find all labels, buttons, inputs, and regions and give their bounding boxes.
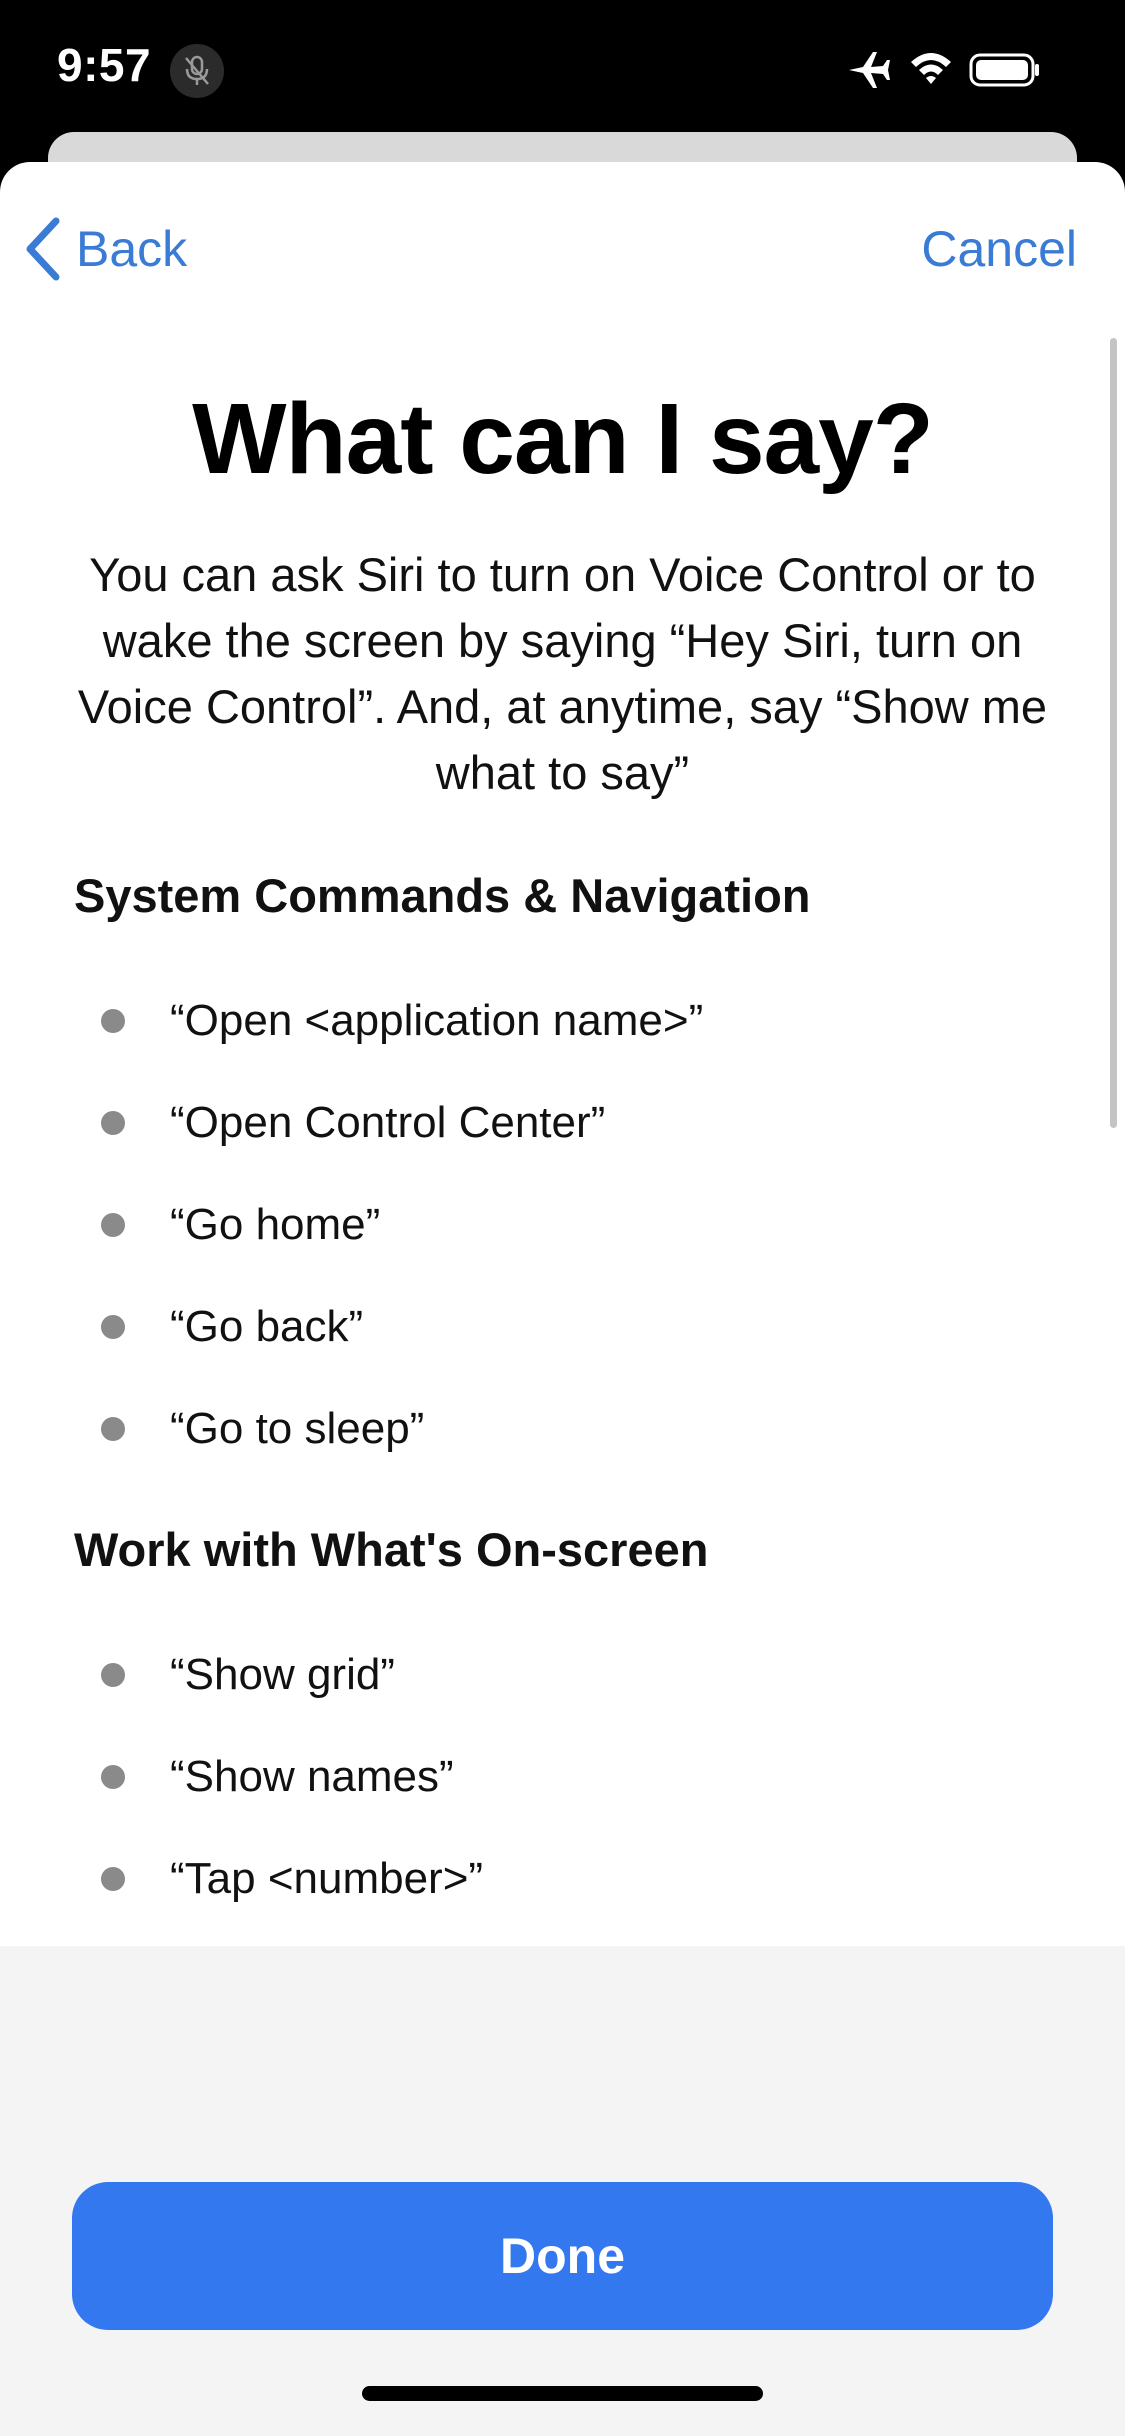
command-text: “Show names”: [170, 1752, 454, 1801]
bullet-icon: [101, 1765, 125, 1789]
chevron-left-icon: [24, 217, 62, 281]
cancel-button[interactable]: Cancel: [921, 221, 1077, 277]
status-bar: [0, 0, 1125, 140]
list-item: [0, 1276, 1125, 1378]
command-text: “Go to sleep”: [170, 1404, 425, 1453]
battery-icon: [969, 48, 1041, 92]
on-screen-commands-list: [0, 1624, 1125, 1930]
list-item: [0, 970, 1125, 1072]
wifi-icon: [907, 48, 955, 92]
footer: [0, 1946, 1125, 2436]
home-indicator[interactable]: [362, 2386, 763, 2401]
list-item: [0, 1726, 1125, 1828]
bullet-icon: [101, 1867, 125, 1891]
bullet-icon: [101, 1009, 125, 1033]
command-text: “Go back”: [170, 1302, 364, 1351]
command-text: “Go home”: [170, 1200, 381, 1249]
back-label: Back: [76, 221, 188, 277]
voice-control-sheet: [0, 162, 1125, 2436]
status-time: 9:57: [57, 39, 152, 91]
command-text: “Open Control Center”: [170, 1098, 606, 1147]
list-item: [0, 1624, 1125, 1726]
section-heading-on-screen: Work with What's On-screen: [74, 1523, 709, 1576]
list-item: [0, 1828, 1125, 1930]
bullet-icon: [101, 1111, 125, 1135]
airplane-icon: [845, 48, 893, 92]
list-item: [0, 1378, 1125, 1480]
command-text: “Show grid”: [170, 1650, 395, 1699]
bullet-icon: [101, 1213, 125, 1237]
bullet-icon: [101, 1663, 125, 1687]
mic-slash-icon: [170, 44, 224, 98]
command-text: “Open <application name>”: [170, 996, 704, 1045]
done-button[interactable]: Done: [72, 2182, 1053, 2330]
back-button[interactable]: [24, 214, 187, 284]
bullet-icon: [101, 1417, 125, 1441]
page-title: What can I say?: [192, 383, 933, 495]
system-commands-list: [0, 970, 1125, 1480]
bullet-icon: [101, 1315, 125, 1339]
list-item: [0, 1174, 1125, 1276]
command-text: “Tap <number>”: [170, 1854, 484, 1903]
section-heading-system-commands: System Commands & Navigation: [74, 869, 811, 922]
list-item: [0, 1072, 1125, 1174]
intro-text: You can ask Siri to turn on Voice Control or to wake the screen by saying “Hey Siri, turn on Voice Control”. And, at anytime, say “Show me what to say”: [77, 548, 1048, 799]
